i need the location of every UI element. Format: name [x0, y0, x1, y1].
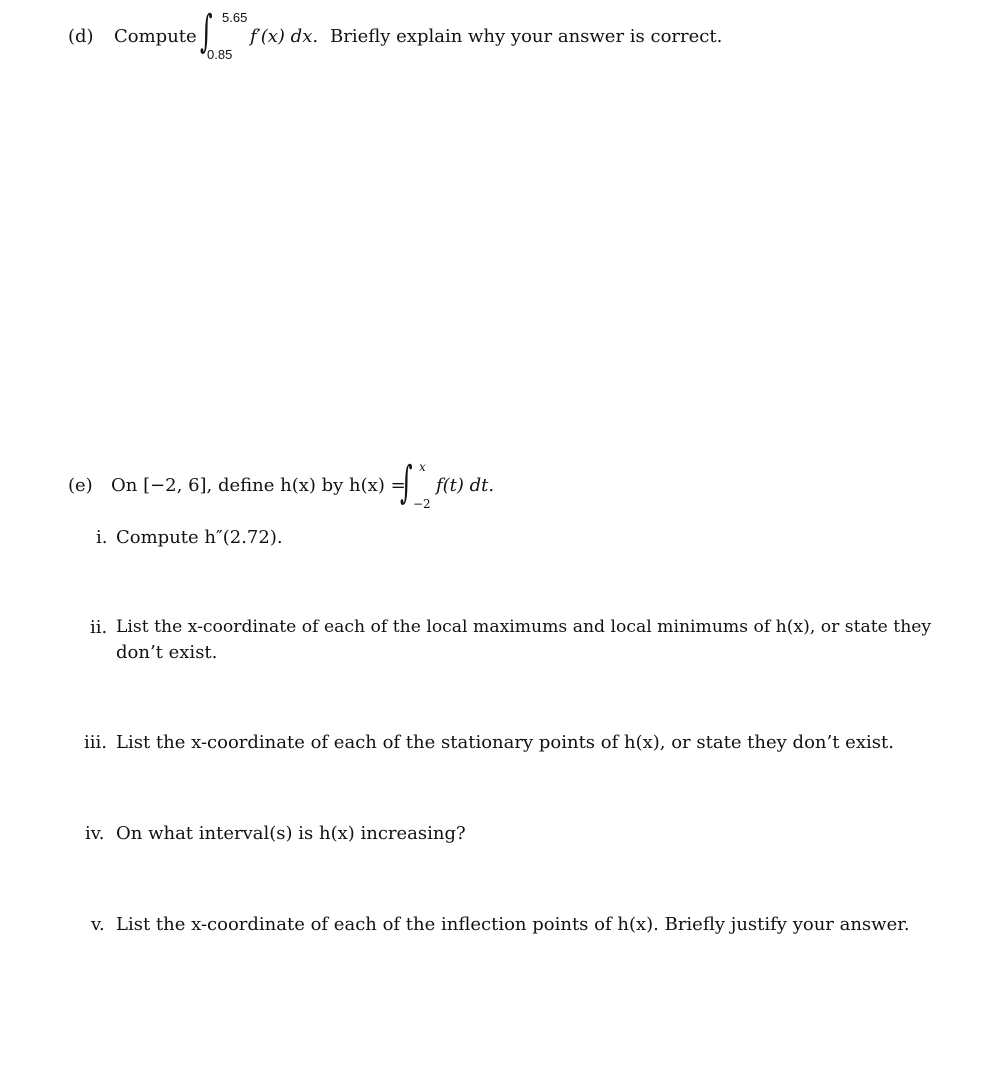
- part-d-label: (d): [68, 26, 94, 47]
- integral-sign-d: ∫: [200, 6, 213, 57]
- part-d-instruction: Briefly explain why your answer is correct.: [330, 26, 723, 47]
- item-iv-text: On what interval(s) is h(x) increasing?: [116, 823, 466, 844]
- item-ii-number: ii.: [90, 617, 108, 638]
- integral-sign-e: ∫: [400, 457, 413, 508]
- part-e-integrand: f(t) dt.: [436, 475, 495, 496]
- item-v-number: v.: [91, 914, 105, 935]
- part-d-integrand: f′(x) dx.: [250, 26, 319, 47]
- item-ii-text-continued: don’t exist.: [116, 642, 218, 663]
- part-e-lower-limit: −2: [413, 497, 431, 511]
- part-d-upper-limit: 5.65: [222, 10, 248, 25]
- part-d-compute: Compute: [114, 26, 197, 47]
- item-ii-text: List the x-coordinate of each of the local maximums and local minimums of h(x), or state they: [116, 617, 932, 637]
- item-iii-text: List the x-coordinate of each of the stationary points of h(x), or state they don’t exist.: [116, 732, 894, 753]
- part-d-lower-limit: 0.85: [207, 47, 233, 62]
- item-iii-number: iii.: [84, 732, 107, 753]
- part-e-intro: On [−2, 6], define h(x) by h(x) =: [111, 475, 406, 496]
- item-i-number: i.: [96, 527, 108, 548]
- item-i-text: Compute h″(2.72).: [116, 527, 283, 548]
- item-v-text: List the x-coordinate of each of the inflection points of h(x). Briefly justify your answer.: [116, 914, 910, 935]
- part-e-upper-limit: x: [419, 460, 426, 474]
- item-iv-number: iv.: [85, 823, 105, 844]
- part-e-label: (e): [68, 475, 93, 496]
